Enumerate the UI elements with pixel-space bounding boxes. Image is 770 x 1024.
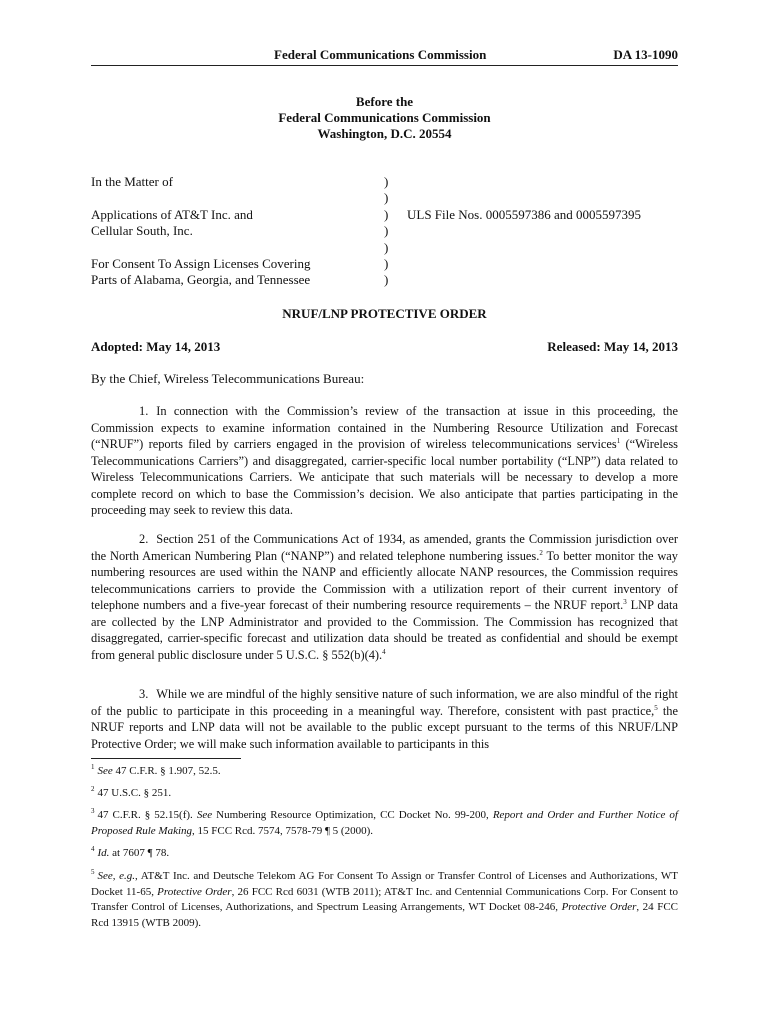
released-date: Released: May 14, 2013 — [547, 339, 678, 354]
paren: ) — [384, 272, 389, 288]
paren: ) — [384, 223, 389, 239]
before-block — [91, 94, 678, 142]
header-doc-number: DA 13-1090 — [613, 47, 678, 62]
before-line3: Washington, D.C. 20554 — [317, 126, 452, 141]
paren: ) — [384, 239, 389, 255]
footnote-mark: 3 — [91, 807, 95, 816]
footnote-text: , 15 FCC Rcd. 7574, 7578-79 ¶ 5 (2000). — [192, 824, 373, 837]
caption-consent-line2: Parts of Alabama, Georgia, and Tennessee — [91, 272, 311, 288]
footnote-italic: Report and Order and Further Notice of Proposed Rule Making — [91, 809, 678, 837]
footnote-ref: 4 — [382, 647, 386, 656]
signal-see-eg: See, e.g. — [97, 870, 136, 882]
before-line1: Before the — [355, 94, 414, 109]
footnote-mark: 1 — [91, 763, 95, 772]
paren: ) — [384, 190, 389, 206]
footnote-italic: Protective Order — [561, 901, 637, 913]
paragraph-1 — [91, 403, 678, 519]
signal-see: See — [196, 809, 213, 821]
document-page — [91, 0, 678, 1024]
caption-left — [91, 174, 371, 289]
paragraph-2 — [91, 531, 678, 663]
paragraph-3 — [91, 686, 678, 752]
footnote-ref: 2 — [539, 548, 543, 557]
paragraph-text: To better monitor the way numbering resources are used within the NANP and efficiently allocate NANP resources, the Commission requires telecommunications carriers to provide the Commission with a utilization report of their current inventory of telephone numbers and a five-year forecast of their numbering resource requirements – the NRUF report. — [91, 548, 679, 612]
footnote-ref: 3 — [623, 597, 627, 606]
by-line: By the Chief, Wireless Telecommunications Bureau: — [91, 371, 365, 386]
caption-file-numbers: ULS File Nos. 0005597386 and 0005597395 — [407, 206, 641, 222]
footnote-mark: 2 — [91, 785, 95, 794]
adopted-date: Adopted: May 14, 2013 — [91, 339, 221, 354]
page-header — [91, 47, 678, 66]
footnote-ref: 1 — [616, 436, 621, 445]
paren: ) — [384, 256, 389, 272]
paragraph-text: In connection with the Commission’s review of the transaction at issue in this proceeding, the Commission expects to examine information contained in the Numbering Resource Utilization and Forecast (“NRUF”) reports filed by carriers engaged in the provision of wireless telecommunications services — [91, 404, 678, 451]
signal-see: See — [97, 765, 113, 777]
footnote-divider — [91, 758, 241, 759]
signal-id: Id. — [97, 847, 110, 859]
caption-applicant-line1: Applications of AT&T Inc. and — [91, 206, 253, 222]
footnote-text: 47 U.S.C. § 251. — [97, 787, 172, 799]
footnote-text: , 24 FCC Rcd 13915 (WTB 2009). — [91, 901, 678, 929]
footnote-2 — [91, 786, 678, 802]
paragraph-text: While we are mindful of the highly sensitive nature of such information, we are also mindful of the right of the public to participate in this proceeding in a meaningful way. Therefore, consistent with past practice, — [91, 687, 678, 718]
caption-parens — [384, 174, 394, 289]
footnote-mark: 5 — [91, 868, 95, 877]
paren: ) — [384, 174, 389, 189]
paren: ) — [384, 206, 389, 222]
footnote-text: , 26 FCC Rcd 6031 (WTB 2011); AT&T Inc. and Centennial Communications Corp. For Consent to Transfer Control of Licenses, Authorizations, and Spectrum Leasing Arrangements, WT Docket 08-246, — [91, 885, 678, 913]
header-agency: Federal Communications Commission — [274, 47, 487, 62]
footnote-text: at 7607 ¶ 78. — [109, 847, 170, 859]
paragraph-number: 1. — [139, 404, 149, 418]
footnote-text: , AT&T Inc. and Deutsche Telekom AG For Consent To Assign or Transfer Control of Licenses and Authorizations, WT Docket 11-65, — [91, 870, 678, 898]
footnote-mark: 4 — [91, 845, 95, 854]
paragraph-text: the NRUF reports and LNP data will not be available to the public except pursuant to the terms of this NRUF/LNP Protective Order; we will make such information available to participants in this — [91, 703, 678, 751]
footnote-4 — [91, 846, 678, 862]
paragraph-text: LNP data are collected by the LNP Administrator and provided to the Commission. The Commission has recognized that disaggregated, carrier-specific forecast and utilization data should be treated as confidential and should be exempt from general public disclosure under 5 U.S.C. § 552(b)(4). — [91, 598, 679, 662]
footnote-italic: Protective Order — [157, 885, 232, 898]
paragraph-text: Section 251 of the Communications Act of 1934, as amended, grants the Commission jurisdiction over the North American Numbering Plan (“NANP”) and related telephone numbering issues. — [91, 532, 678, 563]
paragraph-text: (“Wireless Telecommunications Carriers”) and disaggregated, carrier-specific local number portability (“LNP”) data related to Wireless Telecommunications Carriers. We anticipate that such materials will be necessary to develop a more complete record on which to base the Commission’s decision. We also anticipate that parties participating in the proceeding may seek to review this data. — [91, 437, 679, 517]
footnote-text: 47 C.F.R. § 1.907, 52.5. — [112, 765, 221, 777]
order-title: NRUF/LNP PROTECTIVE ORDER — [282, 306, 487, 321]
footnote-text: Numbering Resource Optimization, CC Docket No. 99-200, — [212, 809, 493, 821]
dates-line — [91, 339, 678, 355]
before-line2: Federal Communications Commission — [278, 110, 491, 125]
footnote-ref: 5 — [654, 703, 658, 712]
caption-matter: In the Matter of — [91, 174, 173, 189]
footnote-1 — [91, 764, 678, 780]
footnote-3 — [91, 808, 678, 839]
footnote-5 — [91, 869, 678, 931]
paragraph-number: 3. — [139, 687, 149, 701]
footnote-text: 47 C.F.R. § 52.15(f). — [97, 809, 197, 821]
caption-applicant-line2: Cellular South, Inc. — [91, 223, 193, 239]
caption-consent-line1: For Consent To Assign Licenses Covering — [91, 256, 311, 272]
paragraph-number: 2. — [139, 532, 149, 546]
